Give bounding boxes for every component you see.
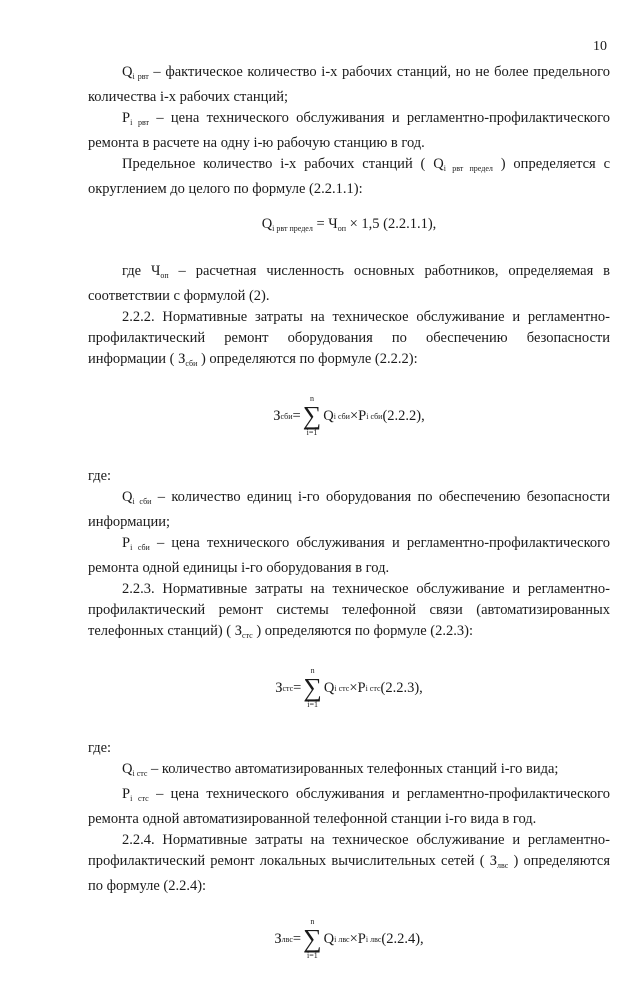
- symbol: З: [275, 679, 283, 696]
- equals-sign: =: [312, 216, 329, 232]
- subscript: i стс: [365, 683, 381, 693]
- subscript: i сби: [130, 543, 150, 552]
- text: Предельное количество i-х рабочих станций (: [122, 156, 434, 172]
- symbol: З: [234, 623, 243, 639]
- subscript: i сби: [366, 411, 383, 421]
- subscript: i стс: [132, 769, 148, 778]
- symbol: Q: [433, 156, 444, 172]
- text: где: [122, 263, 151, 279]
- definition-text: – фактическое количество i-х рабочих станций, но не более предельного количества i-х рабочих станций;: [88, 64, 611, 105]
- equals-sign: =: [293, 679, 302, 696]
- paragraph-limit-count: [88, 154, 610, 200]
- sum-upper-limit: n: [309, 394, 314, 403]
- definition-q-sbi: [88, 487, 610, 533]
- symbol: Ч: [150, 263, 161, 279]
- text: ) определяются по формуле (2.2.4):: [88, 853, 610, 894]
- symbol: Q: [122, 64, 133, 80]
- symbol: Q: [122, 761, 133, 777]
- subscript: i рвт предел: [443, 164, 493, 173]
- sum-upper-limit: n: [310, 917, 315, 926]
- subscript: оп: [337, 224, 346, 233]
- subscript: i рвт: [132, 72, 149, 81]
- paragraph-where-ch: [88, 261, 610, 307]
- subscript: i стс: [130, 794, 149, 803]
- symbol: Q: [261, 216, 273, 232]
- subscript: i сби: [333, 411, 350, 421]
- times-sign: ×: [349, 930, 358, 947]
- text: ) определяются по формуле (2.2.2):: [197, 351, 418, 367]
- where-label: где:: [88, 468, 112, 484]
- definition-p-rvt: [88, 108, 610, 154]
- definition-text: – цена технического обслуживания и регламентно-профилактического ремонта в расчете на одну i-ю рабочую станцию в год.: [88, 110, 610, 151]
- symbol: Q: [122, 489, 133, 505]
- subscript: i рвт предел: [272, 224, 313, 233]
- where-label: где:: [88, 740, 112, 756]
- symbol: P: [122, 535, 131, 551]
- page-number: 10: [593, 39, 607, 54]
- formula-tag: (2.2.4),: [381, 930, 424, 947]
- definition-q-sts: [88, 759, 610, 784]
- subscript: i лвс: [365, 934, 382, 944]
- text: ) определяется с округлением до целого по формуле (2.2.1.1):: [88, 156, 611, 197]
- formula-rest: × 1,5 (2.2.1.1),: [345, 216, 437, 232]
- subscript: сби: [185, 359, 198, 368]
- symbol: З: [274, 930, 282, 947]
- formula-2-2-2: [88, 388, 610, 444]
- definition-text: – цена технического обслуживания и регламентно-профилактического ремонта одной единицы i-го оборудования в год.: [88, 535, 610, 576]
- subscript: стс: [282, 683, 294, 693]
- symbol: Q: [323, 407, 334, 424]
- symbol: З: [273, 407, 281, 424]
- times-sign: ×: [349, 679, 358, 696]
- text: – расчетная численность основных работников, определяемая в соответствии с формулой (2).: [88, 263, 610, 304]
- text: 2.2.2. Нормативные затраты на техническое обслуживание и регламентно-профилактический ремонт оборудования по обеспечению безопасности информации (: [88, 309, 610, 367]
- subscript: оп: [160, 271, 169, 280]
- formula-2-2-3: [88, 660, 610, 716]
- subscript: лвс: [281, 934, 293, 944]
- symbol: Q: [323, 930, 335, 947]
- subscript: лвс: [497, 861, 509, 870]
- text: 2.2.3. Нормативные затраты на техническое обслуживание и регламентно-профилактический ремонт системы телефонной связи (автоматизированных телефонных станций) (: [88, 581, 610, 639]
- paragraph-2-2-4: [88, 830, 610, 897]
- symbol: P: [122, 786, 131, 802]
- equals-sign: =: [292, 407, 301, 424]
- text: ) определяются по формуле (2.2.3):: [252, 623, 473, 639]
- formula-2-2-1-1: [88, 214, 610, 239]
- subscript: i сби: [132, 497, 152, 506]
- symbol: P: [358, 407, 367, 424]
- summation: [303, 667, 322, 709]
- subscript: сби: [280, 411, 293, 421]
- text: 2.2.4. Нормативные затраты на техническое обслуживание и регламентно-профилактический ремонт локальных вычислительных сетей (: [88, 832, 610, 869]
- definition-p-sbi: [88, 533, 610, 579]
- paragraph-2-2-3: [88, 579, 610, 646]
- definition-text: – количество автоматизированных телефонных станций i-го вида;: [147, 761, 559, 777]
- definition-q-rvt: [88, 62, 610, 108]
- symbol: З: [489, 853, 498, 869]
- definition-p-sts: [88, 784, 610, 830]
- formula-tag: (2.2.3),: [380, 679, 423, 696]
- definition-text: – цена технического обслуживания и регламентно-профилактического ремонта одной автоматизированной телефонной станции i-го вида в год.: [88, 786, 610, 827]
- sum-lower-limit: i=1: [307, 700, 318, 709]
- subscript: i лвс: [334, 934, 350, 944]
- equals-sign: =: [292, 930, 302, 947]
- symbol: P: [122, 110, 131, 126]
- summation: [303, 918, 322, 960]
- subscript: стс: [242, 631, 253, 640]
- symbol: P: [357, 930, 366, 947]
- sigma-icon: ∑: [303, 924, 322, 953]
- paragraph-2-2-2: [88, 307, 610, 374]
- document-body: [88, 62, 610, 989]
- symbol: P: [357, 679, 366, 696]
- symbol: З: [178, 351, 186, 367]
- sum-lower-limit: i=1: [306, 951, 318, 960]
- symbol: Ч: [328, 216, 338, 232]
- summation: [303, 395, 322, 437]
- formula-2-2-4: [88, 911, 610, 967]
- sigma-icon: ∑: [303, 673, 322, 702]
- subscript: i рвт: [130, 118, 150, 127]
- definition-text: – количество единиц i-го оборудования по обеспечению безопасности информации;: [88, 489, 611, 530]
- sum-upper-limit: n: [310, 666, 315, 675]
- sum-lower-limit: i=1: [306, 428, 318, 437]
- formula-tag: (2.2.2),: [382, 407, 425, 424]
- symbol: Q: [323, 679, 335, 696]
- times-sign: ×: [349, 407, 359, 424]
- sigma-icon: ∑: [302, 401, 322, 430]
- subscript: i стс: [334, 683, 350, 693]
